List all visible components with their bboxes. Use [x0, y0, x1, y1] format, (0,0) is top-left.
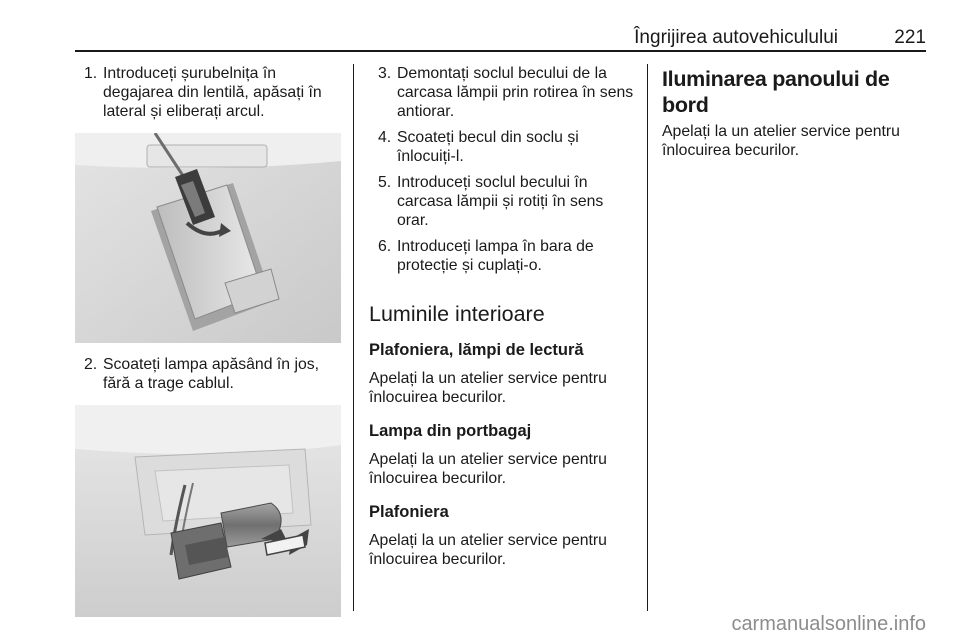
column-3 — [662, 64, 926, 160]
subsection-title: Lampa din portbagaj — [369, 422, 532, 440]
column-divider-1 — [353, 64, 354, 611]
step-number: 1. — [84, 65, 98, 82]
subsection-text: Apelați la un atelier service pentru înlocuirea becurilor. — [369, 370, 607, 406]
step-text: Introduceți lampa în bara de protecție și cuplați-o. — [397, 238, 594, 274]
step-4 — [369, 128, 634, 166]
section-title: Iluminarea panoului de bord — [662, 67, 890, 117]
step-text: Scoateți lampa apăsând în jos, fără a trage cablul. — [103, 356, 320, 392]
subsection-text: Apelați la un atelier service pentru înlocuirea becurilor. — [369, 532, 607, 568]
step-1 — [75, 64, 341, 121]
section-text: Apelați la un atelier service pentru înlocuirea becurilor. — [662, 123, 900, 159]
column-2 — [369, 64, 634, 569]
subsection-title: Plafoniera — [369, 503, 449, 521]
step-number: 6. — [378, 238, 392, 255]
step-text: Introduceți soclul becului în carcasa lămpii și rotiți în sens orar. — [397, 174, 604, 229]
step-5 — [369, 173, 634, 230]
step-number: 3. — [378, 65, 392, 82]
section-title: Luminile interioare — [369, 302, 545, 326]
subsection-text: Apelați la un atelier service pentru înlocuirea becurilor. — [369, 451, 607, 487]
page-title: Îngrijirea autovehiculului — [634, 27, 838, 48]
header-rule — [75, 50, 926, 52]
watermark: carmanualsonline.info — [731, 613, 926, 635]
column-divider-2 — [647, 64, 648, 611]
column-1 — [75, 64, 341, 617]
figure-lamp-removal — [75, 405, 341, 617]
step-text: Introduceți șurubelnița în degajarea din lentilă, apăsați în lateral și eliberați arcul. — [103, 65, 322, 120]
step-3 — [369, 64, 634, 121]
step-text: Scoateți becul din soclu și înlocuiți-l. — [397, 129, 579, 165]
figure-lens-screwdriver — [75, 133, 341, 343]
page-number: 221 — [894, 27, 926, 48]
step-number: 2. — [84, 356, 98, 373]
step-number: 5. — [378, 174, 392, 191]
step-text: Demontați soclul becului de la carcasa lămpii prin rotirea în sens antiorar. — [397, 65, 634, 120]
page-header — [75, 26, 926, 52]
step-number: 4. — [378, 129, 392, 146]
step-2 — [75, 355, 341, 393]
subsection-title: Plafoniera, lămpi de lectură — [369, 341, 584, 359]
step-6 — [369, 237, 634, 275]
